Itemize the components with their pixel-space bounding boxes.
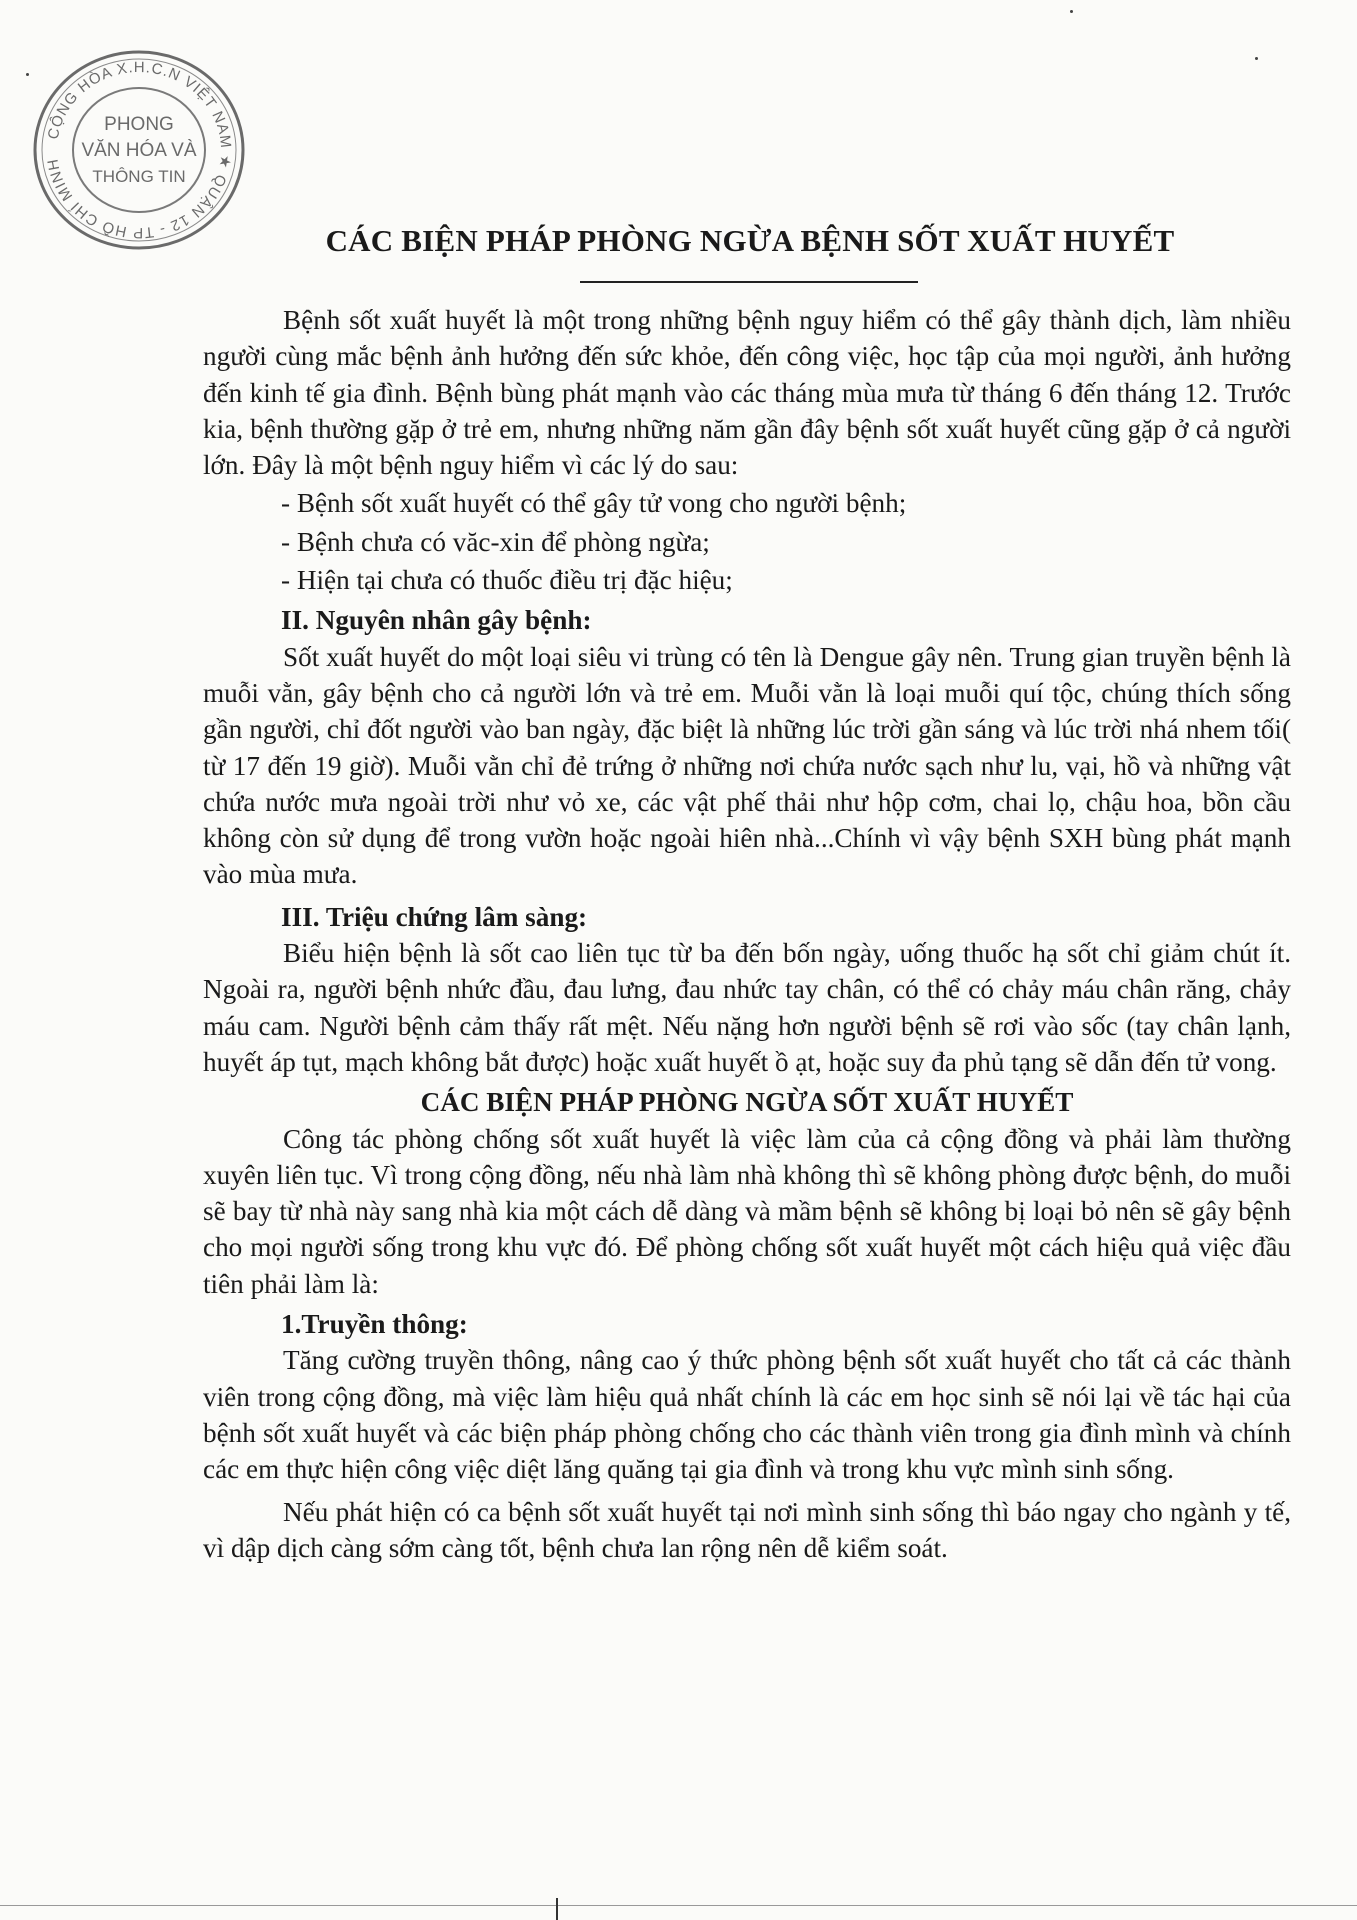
footer-tick-mark <box>556 1898 558 1920</box>
section-heading-cause: II. Nguyên nhân gây bệnh: <box>281 605 592 636</box>
stamp-line-1: PHONG <box>104 114 174 135</box>
page-title: CÁC BIỆN PHÁP PHÒNG NGỪA BỆNH SỐT XUẤT HUYẾT <box>325 223 1175 258</box>
footer-divider <box>0 1905 1357 1906</box>
scan-speck <box>1070 10 1073 13</box>
scan-speck <box>1255 57 1258 60</box>
stamp-line-2: VĂN HÓA VÀ <box>81 140 197 161</box>
title-underline <box>580 281 918 283</box>
communication-paragraph: Tăng cường truyền thông, nâng cao ý thức phòng bệnh sốt xuất huyết cho tất cả các thành viên trong cộng đồng, mà việc làm hiệu quả nhất chính là các em học sinh sẽ nói lại về tác hại của bệnh sốt xuất huyết và các biện pháp phòng chống cho các thành viên trong gia đình mình và chính các em thực hiện công việc diệt lăng quăng tại gia đình và trong khu vực mình sinh sống. <box>203 1345 1291 1485</box>
stamp-line-3: THÔNG TIN <box>92 167 186 186</box>
document-body <box>203 302 1291 1566</box>
intro-paragraph: Bệnh sốt xuất huyết là một trong những bệnh nguy hiểm có thể gây thành dịch, làm nhiều người cùng mắc bệnh ảnh hưởng đến sức khỏe, đến công việc, học tập của mọi người, ảnh hưởng đến kinh tế gia đình. Bệnh bùng phát mạnh vào các tháng mùa mưa từ tháng 6 đến tháng 12. Trước kia, bệnh thường gặp ở trẻ em, nhưng những năm gần đây bệnh sốt xuất huyết cũng gặp ở cả người lớn. Đây là một bệnh nguy hiểm vì các lý do sau: <box>203 305 1291 481</box>
cause-paragraph: Sốt xuất huyết do một loại siêu vi trùng có tên là Dengue gây nên. Trung gian truyền bệnh là muỗi vằn, gây bệnh cho cả người lớn và trẻ em. Muỗi vằn là loại muỗi quí tộc, chúng thích sống gần người, chỉ đốt người vào ban ngày, đặc biệt là những lúc trời gần sáng và lúc trời nhá nhem tối( từ 17 đến 19 giờ). Muỗi vằn chỉ đẻ trứng ở những nơi chứa nước sạch như lu, vại, hồ và những vật chứa nước mưa ngoài trời như vỏ xe, các vật phế thải như hộp cơm, chai lọ, chậu hoa, bồn cầu không còn sử dụng để trong vườn hoặc ngoài hiên nhà...Chính vì vậy bệnh SXH bùng phát mạnh vào mùa mưa. <box>203 641 1291 890</box>
scan-speck <box>26 73 29 76</box>
prevention-heading: CÁC BIỆN PHÁP PHÒNG NGỪA SỐT XUẤT HUYẾT <box>420 1087 1074 1118</box>
section-heading-symptoms: III. Triệu chứng lâm sàng: <box>281 901 588 932</box>
official-stamp <box>30 48 248 253</box>
reason-item: - Hiện tại chưa có thuốc điều trị đặc hiệu; <box>281 565 733 596</box>
section-heading-communication: 1.Truyền thông: <box>281 1309 468 1340</box>
reason-item: - Bệnh chưa có văc-xin để phòng ngừa; <box>281 526 710 557</box>
symptoms-paragraph: Biểu hiện bệnh là sốt cao liên tục từ ba đến bốn ngày, uống thuốc hạ sốt chỉ giảm chút ít. Ngoài ra, người bệnh nhức đầu, đau lưng, đau nhức tay chân, có thể có chảy máu chân răng, chảy máu cam. Người bệnh cảm thấy rất mệt. Nếu nặng hơn người bệnh sẽ rơi vào sốc (tay chân lạnh, huyết áp tụt, mạch không bắt được) hoặc xuất huyết ồ ạt, hoặc suy đa phủ tạng sẽ dẫn đến tử vong. <box>203 938 1291 1077</box>
reason-item: - Bệnh sốt xuất huyết có thể gây tử vong cho người bệnh; <box>281 488 907 519</box>
stamp-seal-icon <box>30 48 248 253</box>
communication-paragraph-2: Nếu phát hiện có ca bệnh sốt xuất huyết tại nơi mình sinh sống thì báo ngay cho ngành y tế, vì dập dịch càng sớm càng tốt, bệnh chưa lan rộng nên dễ kiểm soát. <box>203 1496 1291 1563</box>
prevention-paragraph: Công tác phòng chống sốt xuất huyết là việc làm của cả cộng đồng và phải làm thường xuyên liên tục. Vì trong cộng đồng, nếu nhà làm nhà không thì sẽ không phòng được bệnh, do muỗi sẽ bay từ nhà này sang nhà kia một cách dễ dàng và mầm bệnh sẽ không bị loại bỏ nên sẽ gây bệnh cho mọi người sống trong khu vực đó. Để phòng chống sốt xuất huyết một cách hiệu quả việc đầu tiên phải làm là: <box>203 1123 1291 1299</box>
svg-text:CỘNG HÒA X.H.C.N VIỆT NAM ★ QU: CỘNG HÒA X.H.C.N VIỆT NAM ★ QUẬN 12 - TP HỒ CHÍ MINH <box>44 58 235 242</box>
